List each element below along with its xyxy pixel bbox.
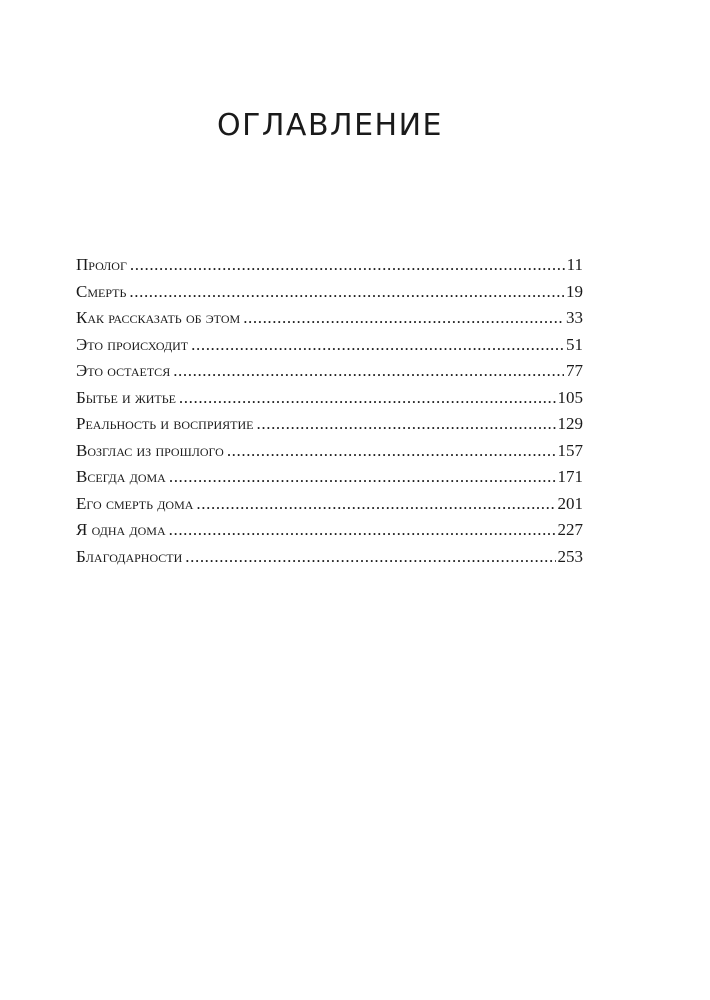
dot-leader — [257, 414, 556, 434]
toc-entry-title: Благодарности — [76, 546, 183, 566]
toc-page-number: 33 — [566, 308, 583, 327]
dot-leader — [169, 520, 556, 540]
toc-entry[interactable] — [76, 547, 583, 574]
dot-leader — [130, 255, 565, 275]
toc-entry-title: Это остается — [76, 361, 171, 380]
toc-page-number: 253 — [557, 546, 583, 566]
toc-entry[interactable] — [76, 494, 583, 521]
toc-entry-title: Как рассказать об этом — [76, 308, 241, 327]
toc-page-number: 129 — [557, 414, 583, 433]
toc-entry-title: Всегда дома — [76, 467, 166, 486]
toc-entry[interactable] — [76, 361, 583, 388]
dot-leader — [191, 335, 564, 355]
toc-entry-title: Реальность и восприятие — [76, 414, 254, 433]
toc-page-number: 227 — [557, 520, 583, 539]
table-of-contents — [76, 255, 583, 573]
toc-page-number: 77 — [566, 361, 583, 380]
toc-entry-title: Возглас из прошлого — [76, 440, 224, 460]
toc-page-number: 11 — [566, 255, 583, 274]
toc-page-number: 19 — [566, 281, 583, 301]
dot-leader — [185, 547, 555, 567]
toc-page-number: 201 — [557, 493, 583, 513]
toc-entry-title: Это происходит — [76, 334, 189, 354]
dot-leader — [173, 361, 564, 381]
dot-leader — [227, 441, 556, 461]
dot-leader — [169, 467, 556, 487]
toc-page-number: 51 — [566, 334, 583, 354]
toc-entry[interactable] — [76, 255, 583, 282]
toc-entry-title: Я одна дома — [76, 520, 166, 539]
toc-entry[interactable] — [76, 335, 583, 362]
toc-entry[interactable] — [76, 388, 583, 415]
toc-entry[interactable] — [76, 414, 583, 441]
toc-entry[interactable] — [76, 441, 583, 468]
toc-entry[interactable] — [76, 282, 583, 309]
toc-entry-title: Бытье и житье — [76, 387, 176, 407]
dot-leader — [129, 282, 564, 302]
toc-entry[interactable] — [76, 308, 583, 335]
toc-page-number: 171 — [557, 467, 583, 486]
toc-entry-title: Смерть — [76, 281, 127, 301]
dot-leader — [196, 494, 555, 514]
toc-entry-title: Пролог — [76, 255, 127, 274]
toc-page-number: 105 — [557, 387, 583, 407]
dot-leader — [179, 388, 556, 408]
page-title: ОГЛАВЛЕНИЕ — [216, 108, 444, 143]
toc-entry[interactable] — [76, 467, 583, 494]
toc-page-number: 157 — [557, 440, 583, 460]
dot-leader — [243, 308, 564, 328]
toc-entry-title: Его смерть дома — [76, 493, 194, 513]
toc-entry[interactable] — [76, 520, 583, 547]
